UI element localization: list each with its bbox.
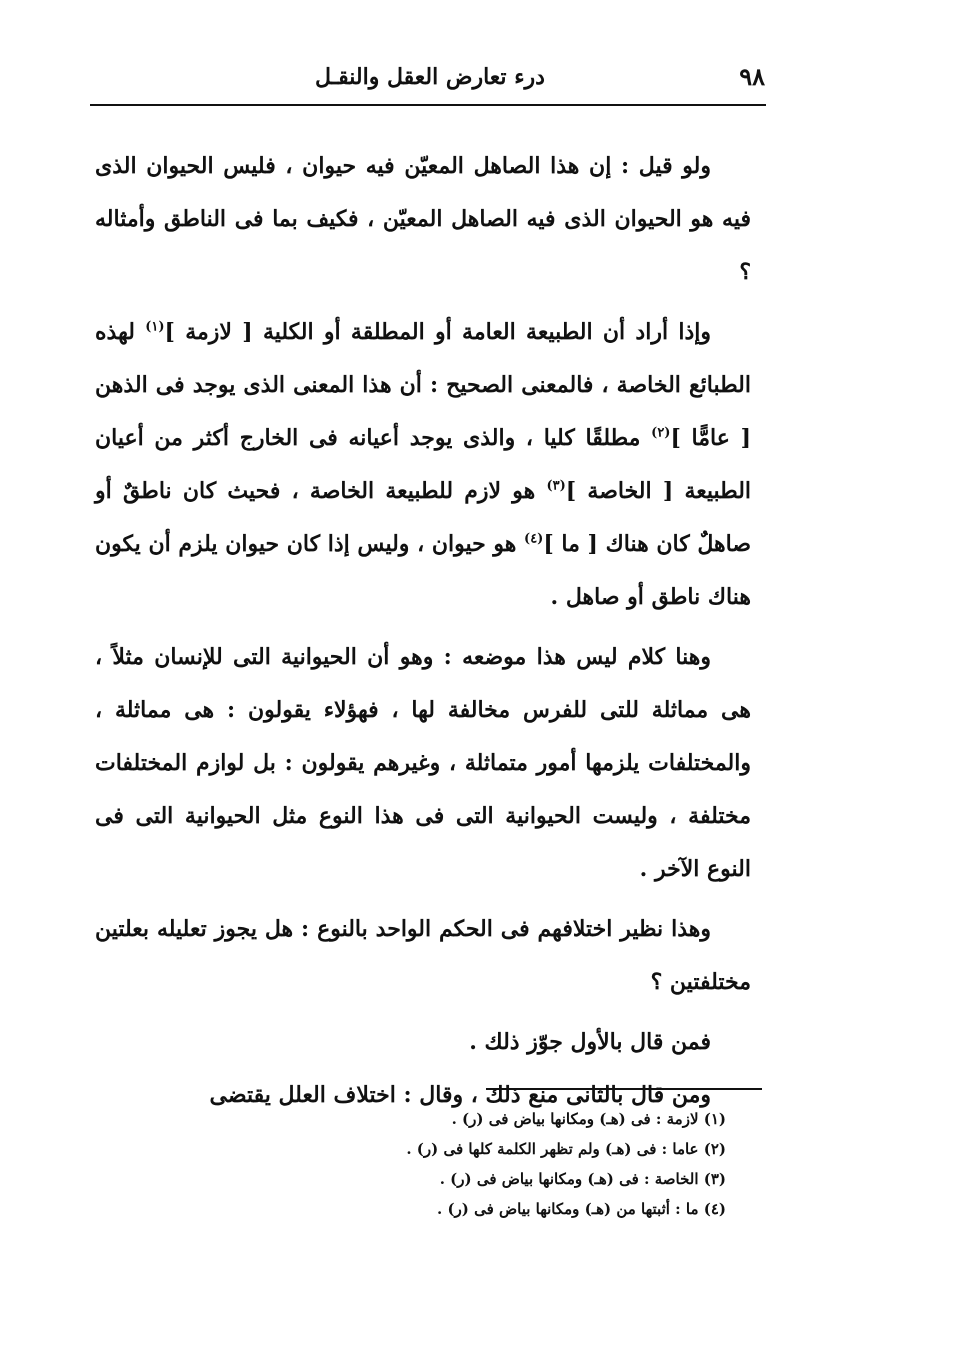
footnote-ref: (٣) <box>546 478 566 494</box>
footnote-ref: (٢) <box>651 425 671 441</box>
paragraph-text: وإذا أراد أن الطبيعة العامة أو المطلقة أو الكلية [ لازمة ] <box>164 319 711 345</box>
paragraph-text: هو حيوان ، وليس إذا كان حيوان يلزم أن يكون هناك ناطق أو صاهل . <box>95 531 751 610</box>
paragraph <box>95 631 751 896</box>
page-number: ٩٨ <box>739 62 765 91</box>
paragraph-text: وهذا نظير اختلافهم فى الحكم الواحد بالنوع : هل يجوز تعليله بعلتين مختلفتين ؟ <box>95 916 751 995</box>
paragraph-text: هو لازم للطبيعة الخاصة ، فحيث كان ناطقٌ أو صاهلٌ كان هناك [ ما ] <box>95 478 751 557</box>
paragraph-text: وهنا كلام ليس هذا موضعه : وهو أن الحيوانية التى للإنسان مثلاً ، هى مماثلة للتى للفرس مخالفة لها ، فهؤلاء يقولون : هى مماثلة ، والمختلفات يلزمها أمور متماثلة ، وغيرهم يقولون : بل لوازم المختلفات مختلفة ، وليست الحيوانية التى فى هذا النوع مثل الحيوانية التى فى النوع الآخر . <box>95 644 751 882</box>
footnote: (١) لازمة : فى (هـ) ومكانها بياض فى (ر) . <box>451 1110 726 1128</box>
paragraph <box>95 1016 751 1069</box>
paragraph <box>95 903 751 1009</box>
running-head <box>95 58 765 98</box>
paragraph-text: ولو قيل : إن هذا الصاهل المعيّن فيه حيوان ، فليس الحيوان الذى فيه هو الحيوان الذى فيه الصاهل المعيّن ، فكيف بما فى الناطق وأمثاله ؟ <box>95 153 751 285</box>
running-title: درء تعارض العقل والنقـل <box>315 64 545 90</box>
header-rule <box>90 104 766 106</box>
paragraph-text: فمن قال بالأول جوّز ذلك . <box>469 1029 711 1055</box>
footnote-ref: (١) <box>145 319 165 335</box>
paragraph-text: لهذه الطبائع الخاصة ، فالمعنى الصحيح : أن هذا المعنى الذى يوجد فى الذهن [ عامًّا ] <box>95 319 751 451</box>
footnote-ref: (٤) <box>524 531 544 547</box>
paragraph <box>95 306 751 624</box>
footnotes <box>300 1104 726 1224</box>
paragraph <box>95 140 751 299</box>
footnote: (٤) ما : أثبتها من (هـ) ومكانها بياض فى (ر) . <box>437 1200 726 1218</box>
footnote: (٣) الخاصة : فى (هـ) ومكانها بياض فى (ر) . <box>439 1170 726 1188</box>
footnote: (٢) عاما : فى (هـ) ولم تظهر الكلمة كلها فى (ر) . <box>406 1140 726 1158</box>
footnote-rule <box>486 1088 762 1090</box>
paragraph-text: ومن قال بالثانى منع ذلك ، وقال : اختلاف العلل يقتضى <box>209 1082 711 1108</box>
main-text <box>95 140 751 1122</box>
paragraph-text: مطلقًا كليا ، والذى يوجد أعيانه فى الخارج أكثر من أعيان الطبيعة [ الخاصة ] <box>95 425 752 504</box>
